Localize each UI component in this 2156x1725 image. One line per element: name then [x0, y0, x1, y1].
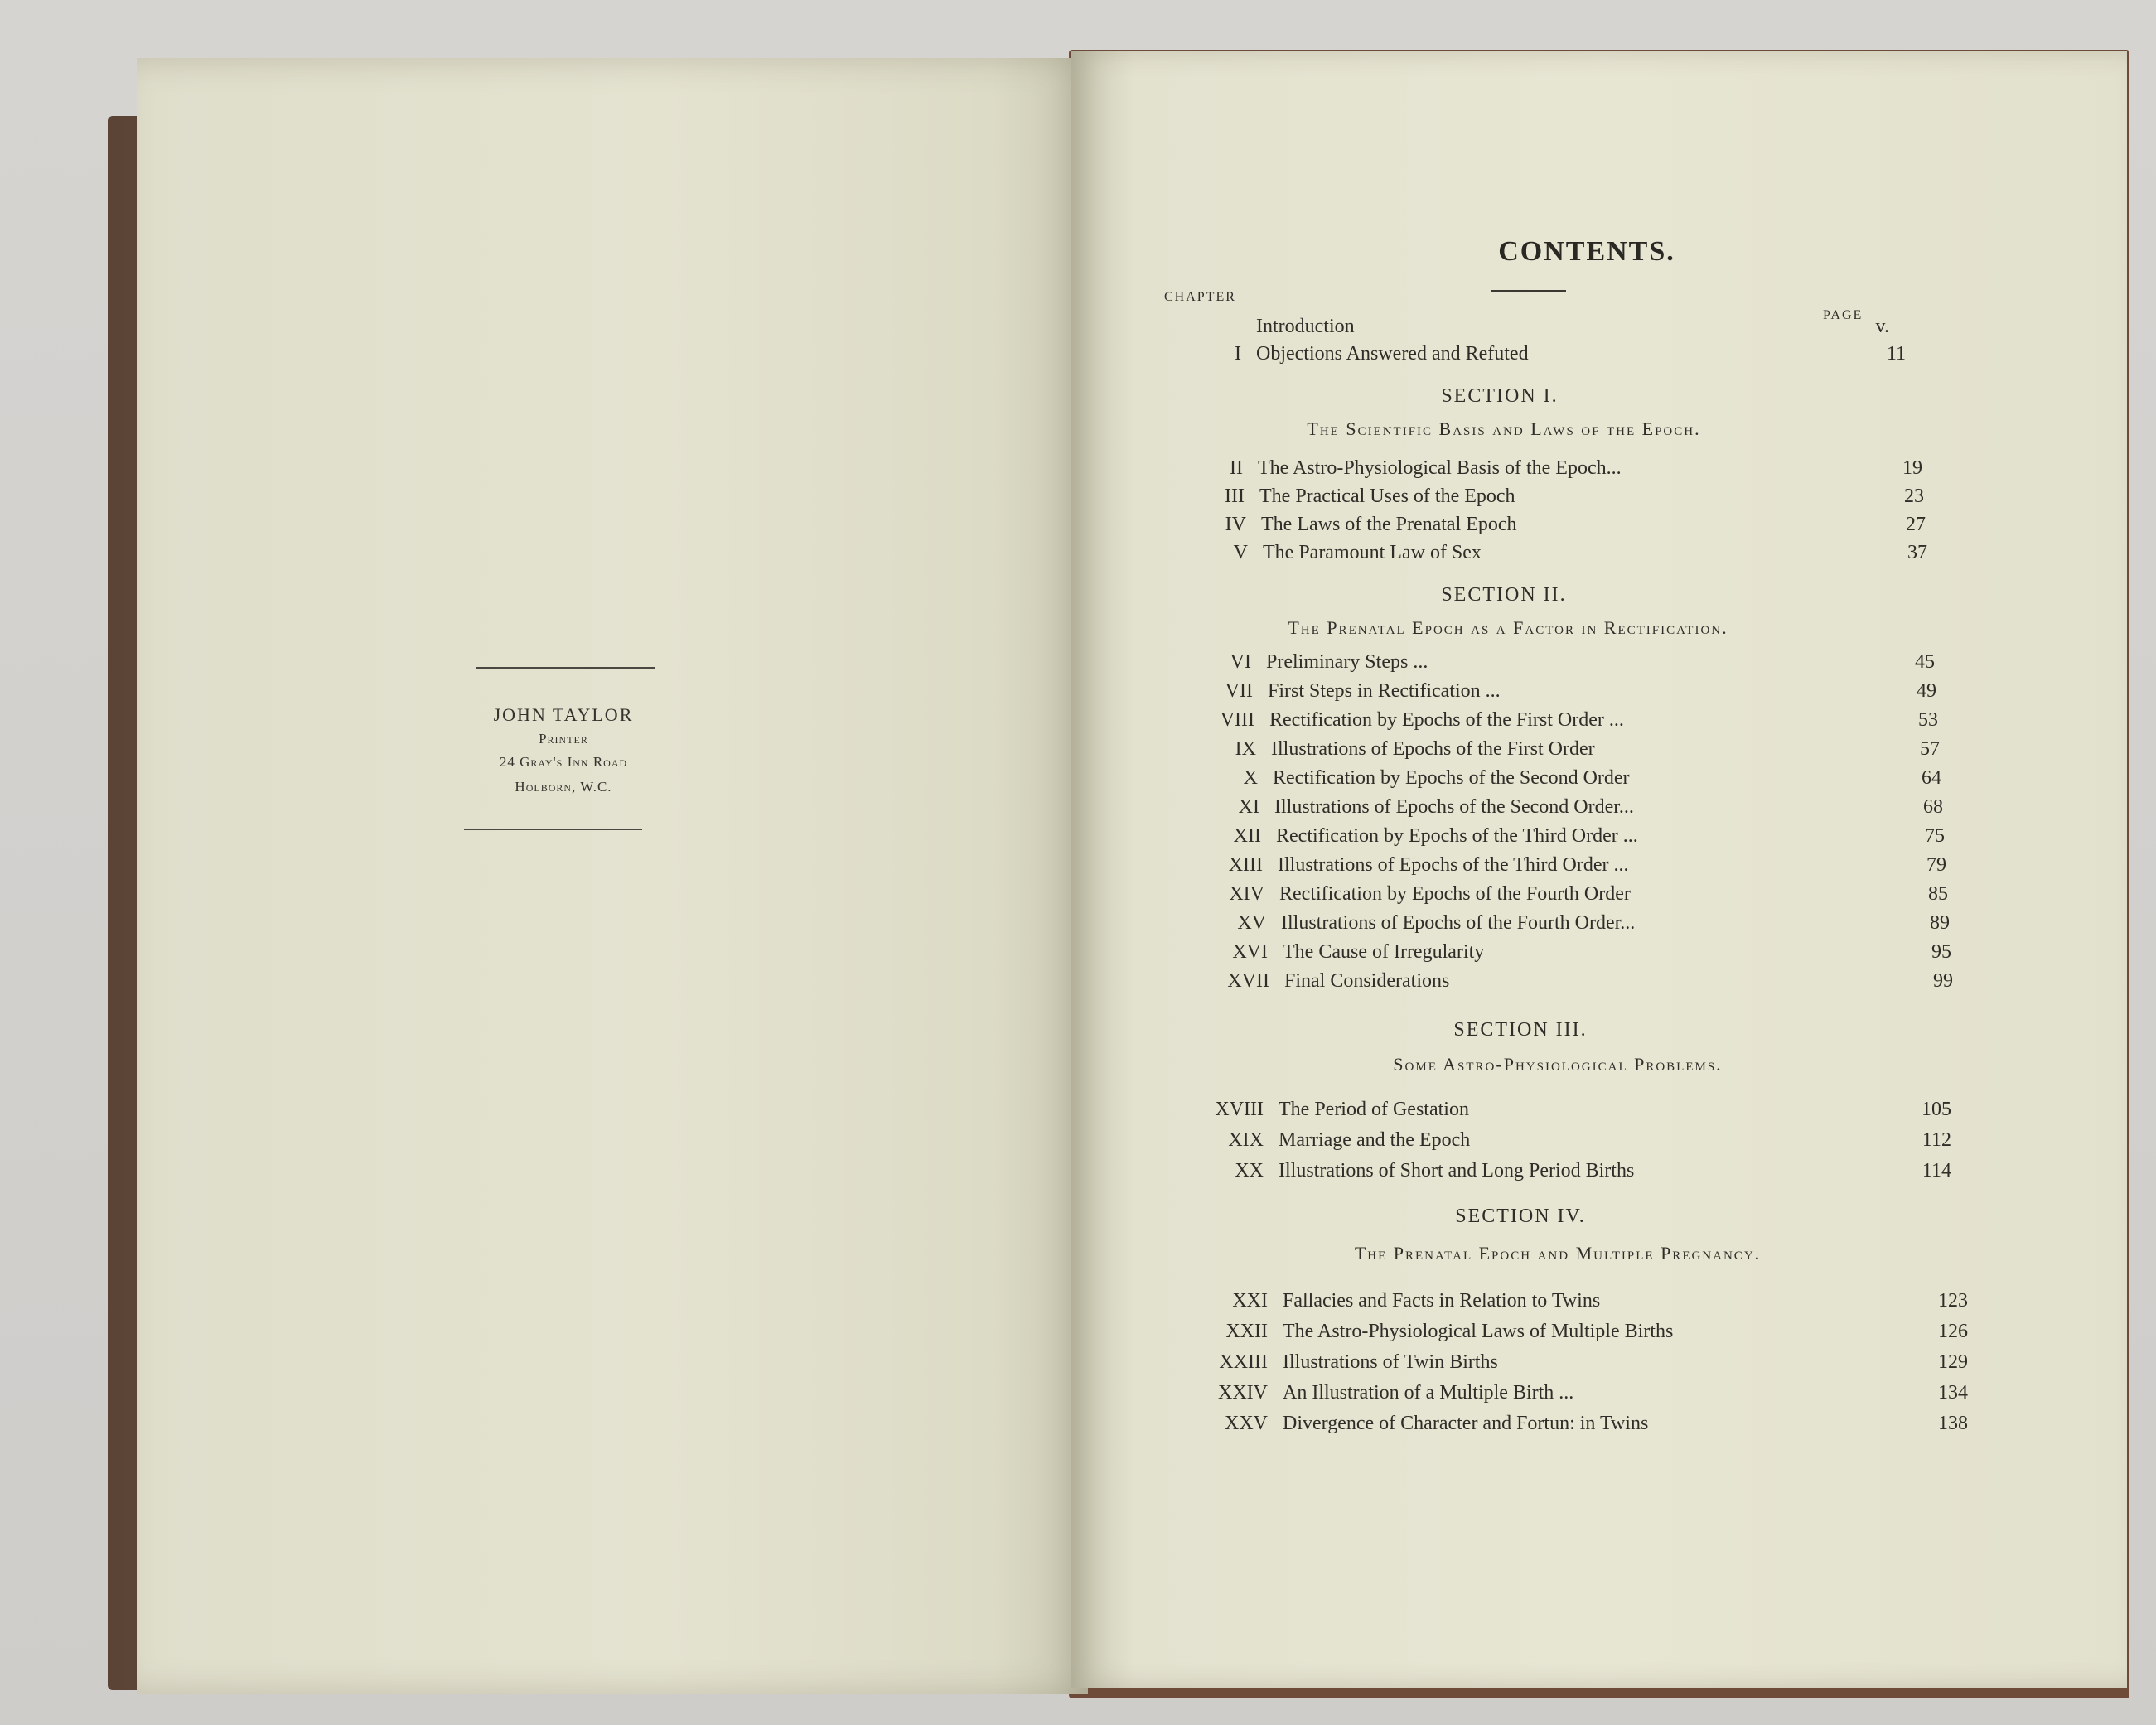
- printer-rule-bottom: [464, 829, 642, 830]
- chapter-title: The Laws of the Prenatal Epoch: [1261, 514, 1517, 535]
- page-number: 85: [1928, 883, 1948, 905]
- page-number: 23: [1904, 486, 1924, 507]
- chapter-number: XIV: [1229, 883, 1264, 905]
- section-subtitle: Some Astro-Physiological Problems.: [1393, 1054, 1723, 1075]
- page-number: 105: [1922, 1099, 1951, 1120]
- chapter-title: Preliminary Steps ...: [1266, 651, 1428, 673]
- chapter-title: Marriage and the Epoch: [1279, 1129, 1471, 1151]
- toc-entry: [1143, 340, 2096, 368]
- chapter-title: Rectification by Epochs of the Third Order ...: [1276, 825, 1638, 847]
- chapter-title: The Astro-Physiological Laws of Multiple Births: [1283, 1321, 1674, 1342]
- toc-entry: [1143, 764, 2096, 792]
- contents-title: CONTENTS.: [1498, 236, 1675, 267]
- toc-entry: [1143, 822, 2096, 850]
- title-rule: [1491, 290, 1566, 292]
- table-of-contents: [1143, 0, 2096, 1657]
- chapter-title: Objections Answered and Refuted: [1256, 343, 1529, 365]
- chapter-title: Fallacies and Facts in Relation to Twins: [1283, 1290, 1601, 1312]
- page-number: 126: [1938, 1321, 1968, 1342]
- section-subtitle: The Scientific Basis and Laws of the Epoch.: [1307, 418, 1701, 439]
- printer-role: Printer: [539, 731, 588, 747]
- chapter-number: XI: [1238, 796, 1259, 818]
- toc-entry: [1143, 793, 2096, 821]
- page-number: 95: [1931, 941, 1951, 963]
- toc-entry: [1143, 648, 2096, 676]
- section-subtitle: The Prenatal Epoch and Multiple Pregnancy.: [1354, 1243, 1762, 1264]
- page-number: 129: [1938, 1351, 1968, 1373]
- toc-entry: [1143, 1409, 2096, 1438]
- toc-entry: [1143, 967, 2096, 995]
- chapter-title: Illustrations of Epochs of the Third Order ...: [1278, 854, 1629, 876]
- section-heading: SECTION III.: [1453, 1019, 1588, 1041]
- page-number: 64: [1922, 767, 1941, 789]
- toc-entry: [1143, 454, 2096, 482]
- page-number: 123: [1938, 1290, 1968, 1312]
- left-page: [137, 58, 1088, 1694]
- page-number: 138: [1938, 1413, 1968, 1434]
- chapter-title: Divergence of Character and Fortun: in Twins: [1283, 1413, 1649, 1434]
- page-number: 53: [1918, 709, 1938, 731]
- toc-entry: [1143, 1126, 2096, 1154]
- chapter-number: I: [1235, 343, 1241, 365]
- chapter-title: An Illustration of a Multiple Birth ...: [1283, 1382, 1574, 1404]
- chapter-number: XXI: [1232, 1290, 1268, 1312]
- page-number: 75: [1925, 825, 1945, 847]
- printer-address: 24 Gray's Inn Road: [499, 754, 628, 770]
- page-number: 99: [1933, 970, 1953, 992]
- page-number: 112: [1922, 1129, 1951, 1151]
- chapter-title: Illustrations of Epochs of the Second Order...: [1274, 796, 1634, 818]
- section-heading: SECTION I.: [1441, 385, 1559, 407]
- chapter-title: The Paramount Law of Sex: [1263, 542, 1482, 563]
- chapter-title: Final Considerations: [1284, 970, 1450, 992]
- toc-entry: [1143, 677, 2096, 705]
- chapter-title: The Practical Uses of the Epoch: [1259, 486, 1515, 507]
- chapter-number: XXII: [1225, 1321, 1268, 1342]
- page-number: 37: [1907, 542, 1927, 563]
- page-number: 57: [1920, 738, 1940, 760]
- chapter-title: Illustrations of Epochs of the First Order: [1271, 738, 1595, 760]
- page-number: 79: [1926, 854, 1946, 876]
- toc-entry: [1143, 1348, 2096, 1376]
- toc-entry: [1143, 938, 2096, 966]
- toc-entry: [1143, 510, 2096, 539]
- printer-name: JOHN TAYLOR: [493, 704, 634, 725]
- chapter-number: VI: [1230, 651, 1251, 673]
- page-number: 114: [1922, 1160, 1951, 1181]
- chapter-number: XXV: [1225, 1413, 1268, 1434]
- chapter-column-label: CHAPTER: [1164, 290, 1236, 304]
- page-number: 68: [1923, 796, 1943, 818]
- page-column-label: PAGE: [1823, 308, 1864, 322]
- chapter-number: VII: [1225, 680, 1253, 702]
- chapter-number: XVIII: [1215, 1099, 1264, 1120]
- chapter-number: VIII: [1220, 709, 1254, 731]
- chapter-number: III: [1225, 486, 1245, 507]
- toc-entry: [1143, 880, 2096, 908]
- chapter-title: Illustrations of Twin Births: [1283, 1351, 1498, 1373]
- chapter-title: Illustrations of Short and Long Period Births: [1279, 1160, 1635, 1181]
- toc-entry: [1143, 706, 2096, 734]
- toc-entry: [1143, 735, 2096, 763]
- toc-entry: [1143, 1379, 2096, 1407]
- toc-entry: [1143, 851, 2096, 879]
- section-subtitle: The Prenatal Epoch as a Factor in Rectification.: [1288, 617, 1728, 638]
- chapter-title: The Period of Gestation: [1279, 1099, 1469, 1120]
- chapter-title: The Cause of Irregularity: [1283, 941, 1485, 963]
- toc-entry: [1143, 482, 2096, 510]
- toc-entry: [1143, 909, 2096, 937]
- chapter-title: Rectification by Epochs of the Second Order: [1273, 767, 1630, 789]
- printer-rule-top: [476, 667, 655, 669]
- toc-entry: [1143, 539, 2096, 567]
- toc-entry: [1143, 1287, 2096, 1315]
- section-heading: SECTION II.: [1441, 584, 1567, 606]
- chapter-number: IX: [1235, 738, 1256, 760]
- chapter-number: XX: [1235, 1160, 1264, 1181]
- chapter-number: XXIII: [1219, 1351, 1268, 1373]
- page-number: 11: [1886, 343, 1906, 365]
- chapter-number: V: [1233, 542, 1248, 563]
- chapter-number: XV: [1237, 912, 1266, 934]
- chapter-number: XII: [1233, 825, 1261, 847]
- chapter-number: X: [1243, 767, 1258, 789]
- chapter-title: First Steps in Rectification ...: [1268, 680, 1501, 702]
- chapter-number: IV: [1225, 514, 1246, 535]
- toc-entry: [1143, 1157, 2096, 1185]
- page-number: 27: [1906, 514, 1926, 535]
- chapter-number: II: [1230, 457, 1243, 479]
- chapter-title: Rectification by Epochs of the Fourth Order: [1279, 883, 1631, 905]
- page-number: 134: [1938, 1382, 1968, 1404]
- chapter-title: Illustrations of Epochs of the Fourth Order...: [1281, 912, 1636, 934]
- toc-entry: [1143, 1095, 2096, 1123]
- chapter-number: XIII: [1228, 854, 1263, 876]
- printer-district: Holborn, W.C.: [515, 779, 612, 795]
- page-number: 49: [1917, 680, 1936, 702]
- chapter-number: XVI: [1232, 941, 1268, 963]
- chapter-number: XXIV: [1218, 1382, 1268, 1404]
- chapter-number: XVII: [1227, 970, 1269, 992]
- page-number: v.: [1875, 316, 1889, 337]
- page-number: 45: [1915, 651, 1935, 673]
- page-number: 89: [1930, 912, 1950, 934]
- section-heading: SECTION IV.: [1455, 1206, 1586, 1227]
- toc-entry: [1143, 1317, 2096, 1346]
- chapter-title: The Astro-Physiological Basis of the Epoch...: [1258, 457, 1622, 479]
- chapter-title: Introduction: [1256, 316, 1355, 337]
- chapter-number: XIX: [1228, 1129, 1264, 1151]
- chapter-title: Rectification by Epochs of the First Order ...: [1269, 709, 1624, 731]
- toc-entry: [1143, 312, 2096, 341]
- page-number: 19: [1902, 457, 1922, 479]
